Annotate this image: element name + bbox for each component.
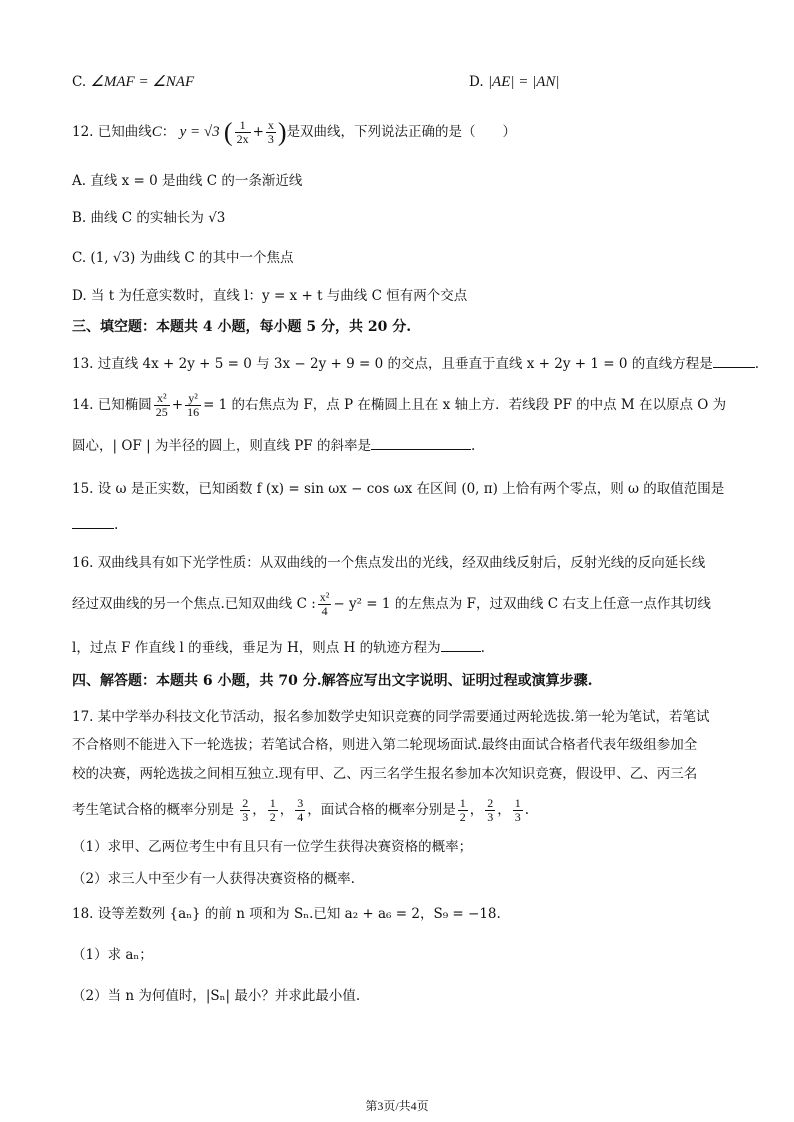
q18-stem: 18. 设等差数列 {aₙ} 的前 n 项和为 Sₙ.已知 a₂ + a₆ = 2，S₉ = −18. xyxy=(72,906,501,922)
q12-curve: C xyxy=(151,124,162,140)
q12-stem-post: 是双曲线，下列说法正确的是（ ） xyxy=(286,124,517,140)
q17-line4: 考生笔试合格的概率分别是 $\frac{2}{3}$ ， $\frac{1}{2}$ ， $\frac{3}{4}$ ，面试合格的概率分别是 $\frac{1}{2}$ ， $\frac{2}{3}$ ， $\frac{1}{3}$ . xyxy=(72,796,530,824)
q14-end: . xyxy=(470,438,476,454)
q12-option-d: D. 当 t 为任意实数时，直线 l：y = x + t 与曲线 C 恒有两个交点 xyxy=(72,288,468,304)
q12-option-c: C. (1, √3) 为曲线 C 的其中一个焦点 xyxy=(72,250,294,266)
section3-heading: 三、填空题：本题共 4 小题，每小题 5 分，共 20 分. xyxy=(72,319,412,335)
q11-option-d xyxy=(469,71,560,93)
q15-line2 xyxy=(72,514,734,536)
q16-line1: 16. 双曲线具有如下光学性质：从双曲线的一个焦点发出的光线，经双曲线反射后，反射光线的反向延长线 xyxy=(72,555,706,571)
q16-end: . xyxy=(480,640,485,656)
q12-y-eq: y = √3 xyxy=(179,124,220,140)
q12-stem xyxy=(72,119,734,146)
q12-frac2: $\frac{x}{3}$ xyxy=(267,118,274,146)
q17-q2: $\frac{2}{3}$ xyxy=(487,796,494,824)
q15-end: . xyxy=(114,517,119,533)
q11-options xyxy=(72,71,734,93)
q16-line2-post: − y² = 1 的左焦点为 F，过双曲线 C 右支上任意一点作其切线 xyxy=(333,596,711,612)
q14-line1 xyxy=(72,392,734,419)
q14-line2-text: 圆心，| OF | 为半径的圆上，则直线 PF 的斜率是 xyxy=(72,438,371,454)
q12-paren-open: ( xyxy=(223,117,233,147)
q18-sub2: （2）当 n 为何值时，|Sₙ| 最小？并求此最小值. xyxy=(72,988,361,1004)
q16-frac: $\frac{\text{x²}}{4}$ xyxy=(319,590,330,618)
section4-heading: 四、解答题：本题共 6 小题，共 70 分.解答应写出文字说明、证明过程或演算步骤. xyxy=(72,673,593,689)
q11-option-d-label: D. xyxy=(469,74,484,90)
q14-frac2: $\frac{\text{y²}}{16}$ xyxy=(187,391,200,419)
q12-frac1: $\frac{1}{2x}$ xyxy=(236,118,249,146)
q17-line4-pre: 考生笔试合格的概率分别是 xyxy=(72,802,234,818)
q16-line2 xyxy=(72,591,734,618)
q17-line3: 校的决赛，两轮选拔之间相互独立.现有甲、乙、丙三名学生报名参加本次知识竞赛，假设甲、乙、丙三名 xyxy=(72,766,698,782)
q14-pre: 14. 已知椭圆 xyxy=(72,397,152,413)
q12-paren-close: ) xyxy=(277,117,287,147)
q17-q3: $\frac{1}{3}$ xyxy=(514,796,521,824)
q11-option-c-math: ∠MAF = ∠NAF xyxy=(90,74,195,90)
q17-q1: $\frac{1}{2}$ xyxy=(459,796,466,824)
q15-blank xyxy=(72,514,114,529)
q12-stem-pre: 已知曲线 xyxy=(97,124,152,140)
q12-plus: + xyxy=(252,124,264,140)
q12-number: 12. xyxy=(72,124,94,140)
q18-sub1: （1）求 aₙ； xyxy=(72,947,153,963)
q17-p2: $\frac{1}{2}$ xyxy=(269,796,276,824)
q12-option-b: B. 曲线 C 的实轴长为 √3 xyxy=(72,210,226,226)
q13-end: . xyxy=(754,356,760,372)
q16-line3 xyxy=(72,637,734,659)
q16-line2-pre: 经过双曲线的另一个焦点.已知双曲线 C : xyxy=(72,596,316,612)
q14-blank xyxy=(371,435,471,450)
q13-blank xyxy=(713,353,755,368)
q17-p3: $\frac{3}{4}$ xyxy=(297,796,304,824)
q17-sub1: （1）求甲、乙两位考生中有且只有一位学生获得决赛资格的概率； xyxy=(72,839,473,855)
q14-line2 xyxy=(72,435,734,457)
q13 xyxy=(72,353,760,375)
q17-line1: 17. 某中学举办科技文化节活动，报名参加数学史知识竞赛的同学需要通过两轮选拔.第一轮为笔试，若笔试 xyxy=(72,709,710,725)
q16-line3-text: l，过点 F 作直线 l 的垂线，垂足为 H，则点 H 的轨迹方程为 xyxy=(72,640,441,656)
page-footer: 第3页/共4页 xyxy=(365,1099,429,1113)
q15-line1: 15. 设 ω 是正实数，已知函数 f (x) = sin ωx − cos ωx 在区间 (0, π) 上恰有两个零点，则 ω 的取值范围是 xyxy=(72,481,725,497)
q17-line2: 不合格则不能进入下一轮选拔；若笔试合格，则进入第二轮现场面试.最终由面试合格者代表年级组参加全 xyxy=(72,737,698,753)
q12-option-a: A. 直线 x = 0 是曲线 C 的一条渐近线 xyxy=(72,173,303,189)
q14-post: = 1 的右焦点为 F，点 P 在椭圆上且在 x 轴上方．若线段 PF 的中点 M 在以原点 O 为 xyxy=(203,397,727,413)
q11-option-c-label: C. xyxy=(72,74,87,90)
q17-sub2: （2）求三人中至少有一人获得决赛资格的概率. xyxy=(72,871,355,887)
q17-p1: $\frac{2}{3}$ xyxy=(242,796,249,824)
q12-colon: ： xyxy=(161,124,176,140)
q11-option-d-math: |AE| = |AN| xyxy=(487,74,560,90)
q16-blank xyxy=(441,637,481,652)
q13-text: 13. 过直线 4x + 2y + 5 = 0 与 3x − 2y + 9 = 0 的交点，且垂直于直线 x + 2y + 1 = 0 的直线方程是 xyxy=(72,356,713,372)
q14-plus: + xyxy=(171,397,184,413)
q17-line4-mid: ，面试合格的概率分别是 xyxy=(307,802,456,818)
q14-frac1: $\frac{\text{x²}}{25}$ xyxy=(155,391,168,419)
